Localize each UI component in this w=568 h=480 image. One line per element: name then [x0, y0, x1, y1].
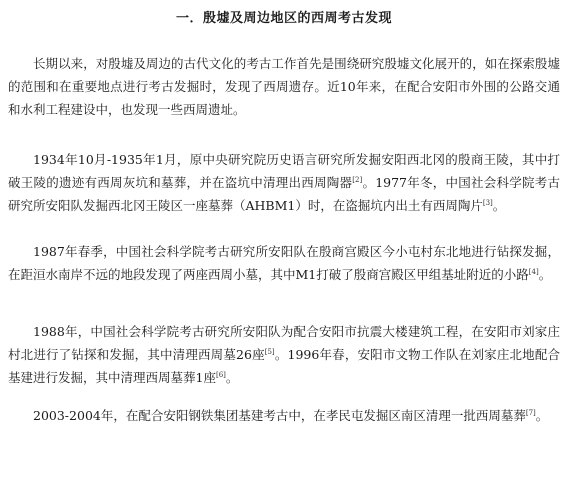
paragraph-1 [8, 52, 560, 121]
paragraph-4-text-b: 。1996年春，安阳市文物工作队在刘家庄北地配合基建进行发掘，其中清理西周墓葬1座 [8, 347, 560, 385]
paragraph-5 [8, 404, 560, 427]
footnote-ref-2[interactable]: [2] [352, 175, 363, 184]
footnote-ref-3[interactable]: [3] [482, 198, 493, 207]
footnote-ref-4[interactable]: [4] [528, 267, 539, 276]
paragraph-4-text-c: 。 [225, 370, 239, 385]
paragraph-2-text-c: 。 [492, 198, 506, 213]
paragraph-4-text-a: 1988年，中国社会科学院考古研究所安阳队为配合安阳市抗震大楼建筑工程，在安阳市刘家庄村北进行了钻探和发掘，其中清理西周墓26座 [8, 324, 560, 362]
paragraph-5-text-b: 。 [535, 408, 549, 423]
paragraph-1-text: 长期以来，对殷墟及周边的古代文化的考古工作首先是围绕研究殷墟文化展开的，如在探索殷墟的范围和在重要地点进行考古发掘时，发现了西周遗存。近10年来，在配合安阳市外围的公路交通和水利工程建设中，也发现一些西周遗址。 [8, 56, 560, 117]
paragraph-2-text-b: 。1977年冬，中国社会科学院考古研究所安阳队发掘西北冈王陵区一座墓葬（AHBM1）时，在盗掘坑内出土有西周陶片 [8, 175, 560, 213]
paragraph-2 [8, 148, 560, 217]
paragraph-3-text-b: 。 [538, 267, 552, 282]
paragraph-3-text-a: 1987年春季，中国社会科学院考古研究所安阳队在殷商宫殿区今小屯村东北地进行钻探发掘，在距洹水南岸不远的地段发现了两座西周小墓，其中M1打破了殷商宫殿区甲组基址附近的小路 [8, 244, 560, 282]
paragraph-2-text-a: 1934年10月-1935年1月，原中央研究院历史语言研究所发掘安阳西北冈的殷商王陵，其中打破王陵的遗迹有西周灰坑和墓葬，并在盗坑中清理出西周陶器 [8, 152, 560, 190]
footnote-ref-5[interactable]: [5] [264, 347, 275, 356]
paragraph-3 [8, 240, 560, 286]
footnote-ref-7[interactable]: [7] [525, 408, 536, 417]
section-title: 一．殷墟及周边地区的西周考古发现 [175, 11, 392, 26]
paragraph-4 [8, 320, 560, 389]
paragraph-5-text-a: 2003-2004年，在配合安阳钢铁集团基建考古中，在孝民屯发掘区南区清理一批西周墓葬 [33, 408, 526, 423]
footnote-ref-6[interactable]: [6] [215, 370, 226, 379]
